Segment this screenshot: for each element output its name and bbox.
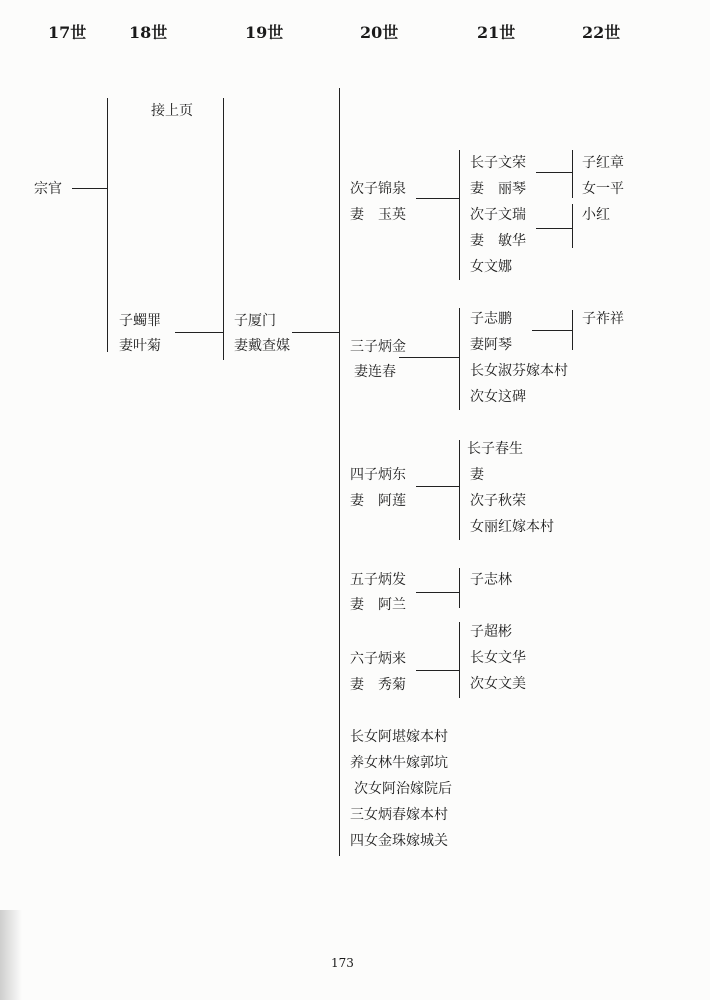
generation-20: 20世 [360, 23, 399, 42]
bracket-line [459, 440, 460, 540]
gen21-wenhua: 长女文华 [470, 650, 526, 666]
bracket-line [459, 568, 460, 608]
connector-line [416, 198, 459, 199]
generation-17: 17世 [48, 23, 87, 42]
bracket-line [572, 150, 573, 198]
gen19-wife: 妻戴查媒 [234, 338, 290, 354]
connector-line [536, 228, 572, 229]
gen20-wife-alan: 妻 阿兰 [350, 597, 406, 613]
bracket-line [459, 308, 460, 410]
gen20-wife-yuying: 妻 玉英 [350, 207, 406, 223]
gen20-wife-lianchun: 妻连春 [354, 364, 396, 380]
gen21-wife-liqin: 妻 丽琴 [470, 181, 526, 197]
continued-from-previous-page: 接上页 [151, 103, 193, 119]
gen20-daughter-jinzhu: 四女金珠嫁城关 [350, 833, 448, 849]
bracket-line [339, 88, 340, 856]
connector-line [292, 332, 339, 333]
connector-line [416, 670, 459, 671]
gen21-zhipeng: 子志鹏 [470, 311, 512, 327]
gen21-qiurong: 次子秋荣 [470, 493, 526, 509]
connector-line [416, 592, 459, 593]
gen21-zhebei: 次女这碑 [470, 389, 526, 405]
gen21-wenrui: 次子文瑞 [470, 207, 526, 223]
connector-line [532, 330, 572, 331]
gen19-son: 子厦门 [234, 313, 276, 329]
gen21-wenrong: 长子文荣 [470, 155, 526, 171]
gen22-yiping: 女一平 [582, 181, 624, 197]
generation-22: 22世 [582, 23, 621, 42]
gen21-chunsheng: 长子春生 [467, 441, 523, 457]
connector-line [72, 188, 107, 189]
gen22-xiaohong: 小红 [582, 207, 610, 223]
bracket-line [459, 622, 460, 698]
gen20-daughter-akan: 长女阿堪嫁本村 [350, 729, 448, 745]
page-number: 173 [331, 956, 354, 970]
bracket-line [223, 98, 224, 360]
gen20-daughter-azhi: 次女阿治嫁院后 [354, 781, 452, 797]
gen21-wenna: 女文娜 [470, 259, 512, 275]
ancestor-name: 宗官 [34, 181, 62, 197]
generation-19: 19世 [245, 23, 284, 42]
bracket-line [572, 310, 573, 350]
gen22-hongzhang: 子红章 [582, 155, 624, 171]
gen18-son: 子蠋罪 [119, 313, 161, 329]
gen20-son-bingfa: 五子炳发 [350, 572, 406, 588]
gen21-wenmei: 次女文美 [470, 676, 526, 692]
gen21-chaobin: 子超彬 [470, 624, 512, 640]
gen18-wife: 妻叶菊 [119, 338, 161, 354]
generation-21: 21世 [477, 23, 516, 42]
gen20-son-jinquan: 次子锦泉 [350, 181, 406, 197]
connector-line [399, 357, 459, 358]
bracket-line [459, 150, 460, 280]
gen22-zuoxiang: 子祚祥 [582, 311, 624, 327]
bracket-line [107, 98, 108, 352]
connector-line [416, 486, 459, 487]
scan-edge-shadow [0, 910, 22, 1000]
gen20-wife-xiuju: 妻 秀菊 [350, 677, 406, 693]
gen20-adopted-daughter: 养女林牛嫁郭坑 [350, 755, 448, 771]
gen20-daughter-bingchun: 三女炳春嫁本村 [350, 807, 448, 823]
gen21-shufen: 长女淑芬嫁本村 [470, 363, 568, 379]
gen21-zhilin: 子志林 [470, 572, 512, 588]
connector-line [175, 332, 223, 333]
generation-18: 18世 [129, 23, 168, 42]
gen21-wife-minhua: 妻 敏华 [470, 233, 526, 249]
gen21-wife-blank: 妻 [470, 467, 484, 483]
gen20-son-bingdong: 四子炳东 [350, 467, 406, 483]
gen21-lihong: 女丽红嫁本村 [470, 519, 554, 535]
gen20-son-bingjin: 三子炳金 [350, 339, 406, 355]
connector-line [536, 172, 572, 173]
gen20-son-binglai: 六子炳来 [350, 651, 406, 667]
bracket-line [572, 204, 573, 248]
gen21-wife-aqin: 妻阿琴 [470, 337, 512, 353]
gen20-wife-alian: 妻 阿莲 [350, 493, 406, 509]
